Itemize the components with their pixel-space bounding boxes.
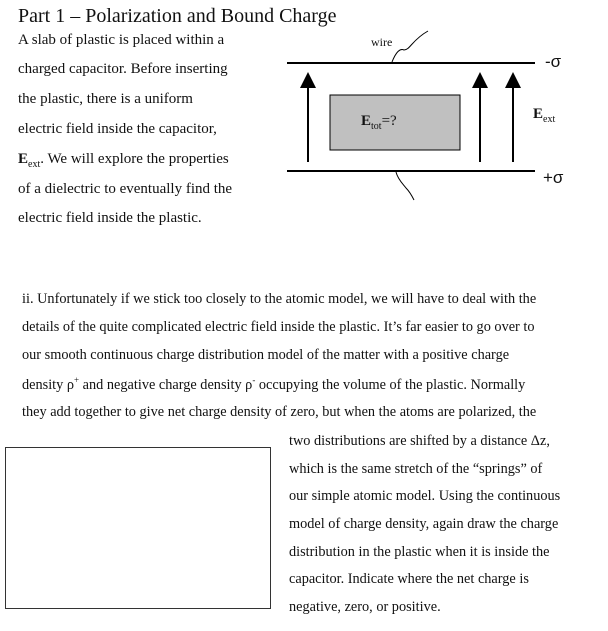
intro-line: electric field inside the capacitor, xyxy=(18,121,217,137)
right-line: distribution in the plastic when it is inside the xyxy=(289,544,550,560)
intro-line: of a dielectric to eventually find the xyxy=(18,181,233,197)
drawing-answer-box[interactable] xyxy=(5,447,271,609)
right-line: model of charge density, again draw the charge xyxy=(289,516,559,532)
intro-line: the plastic, there is a uniform xyxy=(18,91,193,107)
right-line: negative, zero, or positive. xyxy=(289,599,441,615)
bottom-wire xyxy=(396,172,414,200)
wire-label: wire xyxy=(371,35,393,49)
top-wire xyxy=(392,31,428,62)
e-tot-label: $E_{tot}=$? xyxy=(361,113,397,132)
para-line: density ρ+ and negative charge density ρ- occupying the volume of the plastic. Normally xyxy=(22,375,526,393)
intro-line: $E_{ext}$. We will explore the properties xyxy=(18,151,229,170)
para-line: details of the quite complicated electric field inside the plastic. It’s far easier to go over to xyxy=(22,319,535,335)
para-line: ii. Unfortunately if we stick too closely to the atomic model, we will have to deal with the xyxy=(22,291,537,307)
intro-line: electric field inside the plastic. xyxy=(18,210,202,226)
right-line: our simple atomic model. Using the continuous xyxy=(289,488,561,504)
page-title: Part 1 – Polarization and Bound Charge xyxy=(18,5,337,27)
right-line: two distributions are shifted by a distance Δz, xyxy=(289,433,550,449)
minus-sigma-label: -σ xyxy=(545,52,562,71)
e-ext-label: $E_{ext}$ xyxy=(533,106,556,125)
capacitor-diagram xyxy=(0,0,608,260)
para-line: our smooth continuous charge distribution model of the matter with a positive charge xyxy=(22,347,510,363)
plus-sigma-label: +σ xyxy=(543,168,564,187)
right-line: capacitor. Indicate where the net charge is xyxy=(289,571,529,587)
right-line: which is the same stretch of the “springs” of xyxy=(289,461,543,477)
para-line: they add together to give net charge density of zero, but when the atoms are polarized, the xyxy=(22,404,537,420)
intro-line: A slab of plastic is placed within a xyxy=(18,32,225,48)
intro-line: charged capacitor. Before inserting xyxy=(18,61,228,77)
